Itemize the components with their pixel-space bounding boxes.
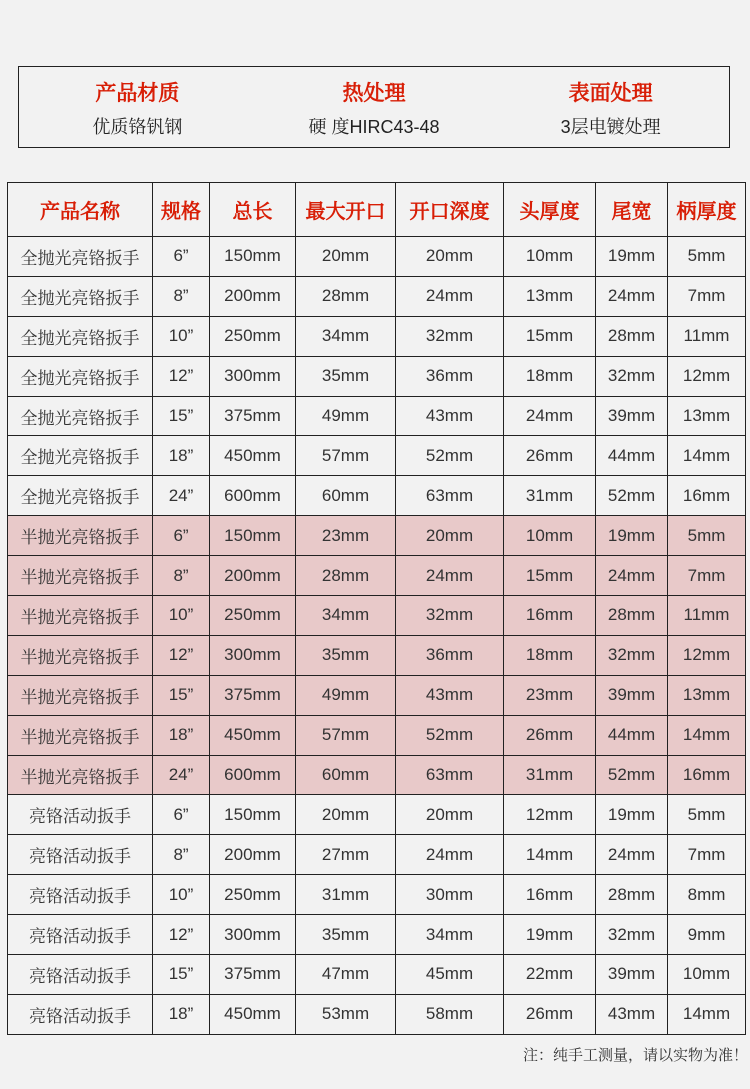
cell-total-length: 150mm (210, 795, 296, 835)
cell-head-thickness: 18mm (504, 356, 596, 396)
cell-opening-depth: 43mm (396, 675, 504, 715)
cell-max-opening: 49mm (296, 675, 396, 715)
cell-tail-width: 28mm (596, 316, 668, 356)
cell-handle-thickness: 5mm (668, 237, 746, 277)
spec-table-header-row (8, 183, 746, 237)
cell-handle-thickness: 12mm (668, 356, 746, 396)
cell-total-length: 600mm (210, 755, 296, 795)
cell-size: 15” (153, 396, 210, 436)
cell-total-length: 375mm (210, 675, 296, 715)
cell-max-opening: 35mm (296, 356, 396, 396)
cell-total-length: 150mm (210, 516, 296, 556)
column-header-max-opening: 最大开口 (296, 183, 396, 237)
cell-product-name: 亮铬活动扳手 (8, 835, 153, 875)
cell-max-opening: 60mm (296, 476, 396, 516)
cell-max-opening: 20mm (296, 795, 396, 835)
cell-handle-thickness: 14mm (668, 715, 746, 755)
cell-total-length: 375mm (210, 396, 296, 436)
cell-total-length: 200mm (210, 556, 296, 596)
cell-handle-thickness: 7mm (668, 556, 746, 596)
info-material (19, 67, 256, 147)
cell-max-opening: 28mm (296, 556, 396, 596)
cell-opening-depth: 20mm (396, 237, 504, 277)
table-row (8, 994, 746, 1034)
cell-product-name: 全抛光亮铬扳手 (8, 436, 153, 476)
cell-product-name: 亮铬活动扳手 (8, 875, 153, 915)
cell-opening-depth: 32mm (396, 596, 504, 636)
cell-max-opening: 35mm (296, 915, 396, 955)
spec-table (7, 182, 746, 1035)
column-header-size: 规格 (153, 183, 210, 237)
cell-total-length: 375mm (210, 955, 296, 995)
cell-head-thickness: 26mm (504, 715, 596, 755)
cell-handle-thickness: 16mm (668, 476, 746, 516)
cell-head-thickness: 13mm (504, 276, 596, 316)
cell-size: 12” (153, 915, 210, 955)
cell-handle-thickness: 13mm (668, 675, 746, 715)
cell-product-name: 半抛光亮铬扳手 (8, 675, 153, 715)
table-row (8, 635, 746, 675)
table-row (8, 276, 746, 316)
cell-head-thickness: 18mm (504, 635, 596, 675)
table-row (8, 316, 746, 356)
table-row (8, 715, 746, 755)
cell-size: 12” (153, 635, 210, 675)
cell-head-thickness: 26mm (504, 436, 596, 476)
cell-opening-depth: 63mm (396, 755, 504, 795)
cell-opening-depth: 34mm (396, 915, 504, 955)
cell-total-length: 450mm (210, 994, 296, 1034)
cell-head-thickness: 19mm (504, 915, 596, 955)
table-row (8, 436, 746, 476)
cell-tail-width: 32mm (596, 356, 668, 396)
cell-handle-thickness: 11mm (668, 316, 746, 356)
cell-total-length: 450mm (210, 436, 296, 476)
cell-tail-width: 52mm (596, 476, 668, 516)
cell-total-length: 300mm (210, 915, 296, 955)
cell-size: 10” (153, 875, 210, 915)
cell-product-name: 全抛光亮铬扳手 (8, 476, 153, 516)
cell-size: 18” (153, 715, 210, 755)
table-row (8, 875, 746, 915)
column-header-tail-width: 尾宽 (596, 183, 668, 237)
cell-opening-depth: 36mm (396, 635, 504, 675)
table-row (8, 675, 746, 715)
spec-table-body (8, 237, 746, 1035)
cell-handle-thickness: 8mm (668, 875, 746, 915)
cell-total-length: 250mm (210, 316, 296, 356)
cell-max-opening: 49mm (296, 396, 396, 436)
cell-head-thickness: 14mm (504, 835, 596, 875)
cell-handle-thickness: 14mm (668, 436, 746, 476)
table-row (8, 915, 746, 955)
cell-total-length: 200mm (210, 276, 296, 316)
cell-tail-width: 44mm (596, 715, 668, 755)
cell-tail-width: 32mm (596, 635, 668, 675)
column-header-handle-thickness: 柄厚度 (668, 183, 746, 237)
cell-product-name: 亮铬活动扳手 (8, 915, 153, 955)
info-material-header: 产品材质 (95, 82, 180, 105)
cell-max-opening: 35mm (296, 635, 396, 675)
cell-head-thickness: 22mm (504, 955, 596, 995)
cell-tail-width: 44mm (596, 436, 668, 476)
cell-opening-depth: 43mm (396, 396, 504, 436)
cell-handle-thickness: 9mm (668, 915, 746, 955)
cell-opening-depth: 24mm (396, 276, 504, 316)
cell-head-thickness: 16mm (504, 596, 596, 636)
cell-product-name: 半抛光亮铬扳手 (8, 755, 153, 795)
cell-product-name: 全抛光亮铬扳手 (8, 276, 153, 316)
cell-product-name: 亮铬活动扳手 (8, 795, 153, 835)
cell-head-thickness: 10mm (504, 516, 596, 556)
cell-handle-thickness: 16mm (668, 755, 746, 795)
cell-product-name: 全抛光亮铬扳手 (8, 396, 153, 436)
info-surface-treatment (492, 67, 729, 147)
cell-product-name: 全抛光亮铬扳手 (8, 356, 153, 396)
info-surface-treatment-value: 3层电镀处理 (560, 117, 661, 137)
cell-opening-depth: 45mm (396, 955, 504, 995)
table-row (8, 516, 746, 556)
cell-size: 12” (153, 356, 210, 396)
cell-tail-width: 19mm (596, 237, 668, 277)
cell-opening-depth: 58mm (396, 994, 504, 1034)
cell-tail-width: 39mm (596, 675, 668, 715)
cell-tail-width: 28mm (596, 875, 668, 915)
table-row (8, 596, 746, 636)
cell-opening-depth: 52mm (396, 436, 504, 476)
cell-handle-thickness: 12mm (668, 635, 746, 675)
cell-size: 8” (153, 835, 210, 875)
cell-size: 18” (153, 436, 210, 476)
cell-product-name: 亮铬活动扳手 (8, 994, 153, 1034)
table-row (8, 396, 746, 436)
cell-head-thickness: 24mm (504, 396, 596, 436)
cell-total-length: 300mm (210, 356, 296, 396)
cell-head-thickness: 16mm (504, 875, 596, 915)
cell-tail-width: 24mm (596, 556, 668, 596)
cell-opening-depth: 52mm (396, 715, 504, 755)
cell-max-opening: 34mm (296, 316, 396, 356)
cell-max-opening: 57mm (296, 436, 396, 476)
cell-tail-width: 28mm (596, 596, 668, 636)
cell-tail-width: 32mm (596, 915, 668, 955)
cell-handle-thickness: 14mm (668, 994, 746, 1034)
cell-tail-width: 19mm (596, 516, 668, 556)
cell-size: 18” (153, 994, 210, 1034)
cell-handle-thickness: 13mm (668, 396, 746, 436)
table-row (8, 835, 746, 875)
cell-product-name: 半抛光亮铬扳手 (8, 556, 153, 596)
column-header-total-length: 总长 (210, 183, 296, 237)
cell-opening-depth: 36mm (396, 356, 504, 396)
table-row (8, 476, 746, 516)
cell-max-opening: 53mm (296, 994, 396, 1034)
cell-product-name: 半抛光亮铬扳手 (8, 516, 153, 556)
column-header-opening-depth: 开口深度 (396, 183, 504, 237)
table-row (8, 955, 746, 995)
cell-head-thickness: 15mm (504, 316, 596, 356)
cell-total-length: 200mm (210, 835, 296, 875)
cell-head-thickness: 31mm (504, 755, 596, 795)
cell-max-opening: 57mm (296, 715, 396, 755)
cell-size: 10” (153, 596, 210, 636)
cell-head-thickness: 12mm (504, 795, 596, 835)
cell-size: 24” (153, 476, 210, 516)
info-heat-treatment-value: 硬 度HIRC43-48 (308, 117, 440, 137)
cell-handle-thickness: 7mm (668, 276, 746, 316)
cell-tail-width: 24mm (596, 835, 668, 875)
cell-size: 6” (153, 795, 210, 835)
cell-head-thickness: 31mm (504, 476, 596, 516)
cell-tail-width: 19mm (596, 795, 668, 835)
cell-opening-depth: 24mm (396, 835, 504, 875)
cell-total-length: 450mm (210, 715, 296, 755)
cell-max-opening: 47mm (296, 955, 396, 995)
cell-total-length: 150mm (210, 237, 296, 277)
cell-tail-width: 43mm (596, 994, 668, 1034)
info-material-value: 优质铬钒钢 (92, 117, 183, 137)
cell-product-name: 半抛光亮铬扳手 (8, 635, 153, 675)
cell-total-length: 600mm (210, 476, 296, 516)
cell-size: 24” (153, 755, 210, 795)
cell-head-thickness: 26mm (504, 994, 596, 1034)
material-info-box (18, 66, 730, 148)
info-heat-treatment-header: 热处理 (342, 82, 406, 105)
cell-opening-depth: 24mm (396, 556, 504, 596)
cell-opening-depth: 63mm (396, 476, 504, 516)
cell-max-opening: 34mm (296, 596, 396, 636)
cell-head-thickness: 10mm (504, 237, 596, 277)
cell-size: 10” (153, 316, 210, 356)
cell-size: 6” (153, 237, 210, 277)
cell-product-name: 半抛光亮铬扳手 (8, 596, 153, 636)
cell-handle-thickness: 5mm (668, 516, 746, 556)
table-row (8, 755, 746, 795)
cell-tail-width: 52mm (596, 755, 668, 795)
cell-max-opening: 27mm (296, 835, 396, 875)
cell-max-opening: 23mm (296, 516, 396, 556)
measurement-note: 注：纯手工测量，请以实物为准！ (522, 1047, 748, 1064)
cell-size: 15” (153, 675, 210, 715)
cell-product-name: 亮铬活动扳手 (8, 955, 153, 995)
cell-total-length: 250mm (210, 875, 296, 915)
cell-tail-width: 39mm (596, 955, 668, 995)
cell-handle-thickness: 5mm (668, 795, 746, 835)
cell-size: 6” (153, 516, 210, 556)
cell-handle-thickness: 10mm (668, 955, 746, 995)
cell-total-length: 300mm (210, 635, 296, 675)
cell-total-length: 250mm (210, 596, 296, 636)
cell-tail-width: 39mm (596, 396, 668, 436)
cell-tail-width: 24mm (596, 276, 668, 316)
cell-size: 8” (153, 276, 210, 316)
cell-opening-depth: 20mm (396, 795, 504, 835)
cell-max-opening: 31mm (296, 875, 396, 915)
cell-product-name: 全抛光亮铬扳手 (8, 237, 153, 277)
column-header-head-thickness: 头厚度 (504, 183, 596, 237)
cell-head-thickness: 15mm (504, 556, 596, 596)
cell-product-name: 半抛光亮铬扳手 (8, 715, 153, 755)
cell-handle-thickness: 11mm (668, 596, 746, 636)
table-row (8, 237, 746, 277)
info-surface-treatment-header: 表面处理 (568, 82, 653, 105)
cell-product-name: 全抛光亮铬扳手 (8, 316, 153, 356)
cell-handle-thickness: 7mm (668, 835, 746, 875)
table-row (8, 795, 746, 835)
table-row (8, 556, 746, 596)
cell-opening-depth: 30mm (396, 875, 504, 915)
cell-size: 15” (153, 955, 210, 995)
info-heat-treatment (256, 67, 493, 147)
cell-max-opening: 28mm (296, 276, 396, 316)
cell-head-thickness: 23mm (504, 675, 596, 715)
table-row (8, 356, 746, 396)
cell-max-opening: 20mm (296, 237, 396, 277)
cell-max-opening: 60mm (296, 755, 396, 795)
cell-opening-depth: 20mm (396, 516, 504, 556)
cell-opening-depth: 32mm (396, 316, 504, 356)
cell-size: 8” (153, 556, 210, 596)
column-header-product-name: 产品名称 (8, 183, 153, 237)
